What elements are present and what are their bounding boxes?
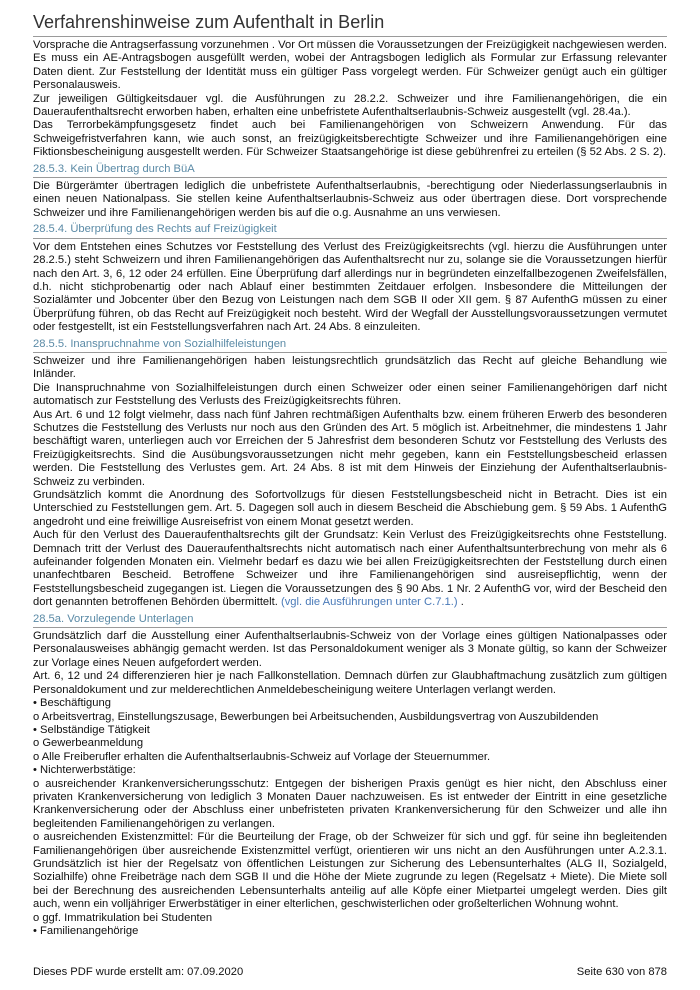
paragraph-with-link	[33, 529, 667, 609]
cross-reference-link[interactable]: (vgl. die Ausführungen unter C.7.1.)	[280, 596, 458, 609]
page-number: Seite 630 von 878	[576, 966, 667, 978]
section-heading-28-5-3: 28.5.3. Kein Übertrag durch BüA	[33, 163, 667, 178]
paragraph: Art. 6, 12 und 24 differenzieren hier je nach Fallkonstellation. Demnach dürfen zur Glaubhaftmachung zusätzlich zum gültigen Personaldokument und zur melderechtlichen Anmeldebescheinigung weitere Unterlagen verlangt werden.	[33, 670, 667, 696]
intro-section	[33, 39, 667, 160]
document-page	[33, 10, 667, 938]
paragraph: Vor dem Entstehen eines Schutzes vor Feststellung des Verlust des Freizügigkeitsrechts (vgl. hierzu die Ausführungen unter 28.2.5.) steht Schweizern und ihren Familienangehörigen das Aufenthaltsrecht nur zu, solange sie die Voraussetzungen hierfür nach den Art. 3, 6, 12 oder 24 erfüllen. Eine Überprüfung darf allerdings nur in begründeten einzelfallbezogenen Zweifelsfällen, d.h. nicht stichprobenartig oder nach Ablauf einer bestimmten Zeitdauer erfolgen. Insbesondere die Mitteilungen der Sozialämter und Jobcenter über den Bezug von Leistungen nach dem SGB II oder XII gem. § 87 AufenthG müssen zu einer Überprüfung führen, ob das Recht auf Freizügigkeit noch besteht. Wird der Wegfall der Ausstellungsvoraussetzungen vermutet oder festgestellt, ist ein Feststellungsverfahren nach Art. 24 Abs. 8 einzuleiten.	[33, 240, 667, 334]
paragraph: Die Inanspruchnahme von Sozialhilfeleistungen durch einen Schweizer oder einen seiner Familienangehörigen darf nicht automatisch zur Feststellung des Verlusts des Freizügigkeitsrechts führen.	[33, 381, 667, 408]
paragraph: Grundsätzlich kommt die Anordnung des Sofortvollzugs für diesen Feststellungsbescheid nicht in Betracht. Dies ist ein Unterschied zu Feststellungen gem. Art. 5. Dagegen soll auch in diesem Bescheid die Abschiebung gem. § 59 Abs. 1 AufenthG angedroht und eine freiwillige Ausreisefrist von einem Monat gesetzt werden.	[33, 489, 667, 528]
paragraph: Die Bürgerämter übertragen lediglich die unbefristete Aufenthaltserlaubnis, -berechtigung oder Niederlassungserlaubnis in einen neuen Nationalpass. Sie stellen keine Aufenthaltserlaubnis-Schweiz aus oder übertragen diese. Dort vorsprechende Schweizer und ihre Familienangehörigen werden bis auf die o.g. Ausnahme an uns verwiesen.	[33, 180, 667, 219]
creation-date: Dieses PDF wurde erstellt am: 07.09.2020	[33, 966, 244, 978]
list-item: o ausreichender Krankenversicherungsschutz: Entgegen der bisherigen Praxis genügt es hier nicht, den Abschluss einer privaten Krankenversicherung von lediglich 3 Monaten Dauer nachzuweisen. Es ist entweder der Eintritt in eine gesetzliche Krankenversicherung oder der Abschluss einer unbefristeten privaten Krankenversicherung für den Schweizer und alle ihn begleitenden Familienangehörigen zu verlangen.	[33, 777, 667, 830]
section-heading-28-5a: 28.5a. Vorzulegende Unterlagen	[33, 613, 667, 628]
section-heading-28-5-4: 28.5.4. Überprüfung des Rechts auf Freizügigkeit	[33, 223, 667, 238]
paragraph: Schweizer und ihre Familienangehörigen haben leistungsrechtlich grundsätzlich das Recht auf gleiche Behandlung wie Inländer.	[33, 354, 667, 381]
paragraph: Grundsätzlich darf die Ausstellung einer Aufenthaltserlaubnis-Schweiz von der Vorlage eines gültigen Nationalpasses oder Personalausweises abhängig gemacht werden. Ist das Personaldokument weniger als 3 Monate gültig, so kann der Schweizer zur Vorlage eines Neuen aufgefordert werden.	[33, 630, 667, 669]
list-item: o Gewerbeanmeldung	[33, 737, 144, 750]
list-item: o Alle Freiberufler erhalten die Aufenthaltserlaubnis-Schweiz auf Vorlage der Steuernummer.	[33, 750, 491, 763]
list-item: • Beschäftigung	[33, 697, 111, 710]
page-title: Verfahrenshinweise zum Aufenthalt in Berlin	[33, 12, 385, 32]
list-item: • Selbständige Tätigkeit	[33, 723, 150, 736]
list-item: o Arbeitsvertrag, Einstellungszusage, Bewerbungen bei Arbeitsuchenden, Ausbildungsvertrag von Auszubildenden	[33, 710, 599, 723]
paragraph-text: Auch für den Verlust des Daueraufenthaltsrechts gilt der Grundsatz: Kein Verlust des Freizügigkeitsrechts ohne Feststellung. Demnach tritt der Verlust des Daueraufenthaltsrechts nicht automatisch nach einer Aufenthaltsunterbrechung von mehr als 6 aufeinander folgenden Monaten ein. Vielmehr bedarf es dazu wie bei allen Freizügigkeitsrechten der Feststellung durch einen unanfechtbaren Bescheid. Betroffene Schweizer und ihre Familienangehörigen sind ausreisepflichtig, wenn der Feststellungsbescheid zugegangen ist. Liegen die Voraussetzungen des § 90 Abs. 1 Nr. 2 AufenthG vor, wird der Bescheid den dort genannten betroffenen Behörden übermittelt.	[33, 529, 667, 609]
list-item: o ausreichenden Existenzmittel: Für die Beurteilung der Frage, ob der Schweizer für sich und ggf. für seine ihn begleitenden Familienangehörigen über ausreichende Existenzmittel verfügt, orientieren wir uns nicht an den Ausführungen unter A.2.3.1. Grundsätzlich ist hier der Regelsatz von öffentlichen Leistungen zur Sicherung des Lebensunterhaltes (ALG II, Sozialgeld, Sozialhilfe) ohne Freibeträge nach dem SGB II und die Höhe der Miete zugrunde zu legen (Regelsatz + Miete). Die Miete soll bei der Berechnung des ausreichenden Lebensunterhalts anteilig auf alle Köpfe einer Mietpartei umgelegt werden. Dies gilt auch, wenn ein volljähriger Erwerbstätiger in einer elterlichen, geschwisterlichen oder großelterlichen Wohnung wohnt.	[33, 831, 667, 911]
list-item: • Familienangehörige	[33, 925, 139, 937]
title-divider	[33, 36, 667, 37]
paragraph: Zur jeweiligen Gültigkeitsdauer vgl. die Ausführungen zu 28.2.2. Schweizer und ihre Familienangehörigen, die ein Daueraufenthaltsrecht erworben haben, erhalten eine unbefristete Aufenthaltserlaubnis-Schweiz ausgestellt (vgl. 28.4a.).	[33, 92, 667, 119]
paragraph: Vorsprache die Antragserfassung vorzunehmen . Vor Ort müssen die Voraussetzungen der Freizügigkeit nachgewiesen werden. Es muss ein AE-Antragsbogen ausgefüllt werden, wobei der Antragsbogen lediglich als Formular zur Erfassung relevanter Daten dient. Zur Feststellung der Identität muss ein gültiger Pass vorgelegt werden. Für Schweizer genügt auch ein gültiger Personalausweis.	[33, 39, 667, 92]
paragraph-tail: .	[457, 596, 464, 609]
list-item: o ggf. Immatrikulation bei Studenten	[33, 911, 213, 924]
list-item: • Nichterwerbstätige:	[33, 764, 136, 777]
section-heading-28-5-5: 28.5.5. Inanspruchnahme von Sozialhilfeleistungen	[33, 338, 667, 353]
paragraph: Das Terrorbekämpfungsgesetz findet auch bei Familienangehörigen von Schweizern Anwendung. Für das Schweigefristverfahren kann, wie auch sonst, an freizügigkeitsberechtigte Schweizer und ihre Familienangehörigen eine Fiktionsbescheinigung ausgestellt werden. Für Schweizer Staatsangehörige ist diese gebührenfrei zu erteilen (§ 52 Abs. 2 S. 2).	[33, 119, 667, 159]
paragraph: Aus Art. 6 und 12 folgt vielmehr, dass nach fünf Jahren rechtmäßigen Aufenthalts bzw. einem früheren Erwerb des besonderen Schutzes die Feststellung des Verlusts nur noch aus den Gründen des Art. 5 möglich ist. Arbeitnehmer, die mindestens 1 Jahr beschäftigt waren, unterliegen auch vor Erreichen der 5 Jahresfrist dem besonderen Schutz vor Feststellung des Verlusts des Freizügigkeitsrechts. Sind die Ausübungsvoraussetzungen nicht mehr gegeben, kann ein Feststellungsbescheid erlassen werden. Die Feststellung des Verlustes gem. Art. 24 Abs. 8 ist mit dem Hinweis der Einziehung der Aufenthaltserlaubnis-Schweiz zu verbinden.	[33, 408, 667, 488]
